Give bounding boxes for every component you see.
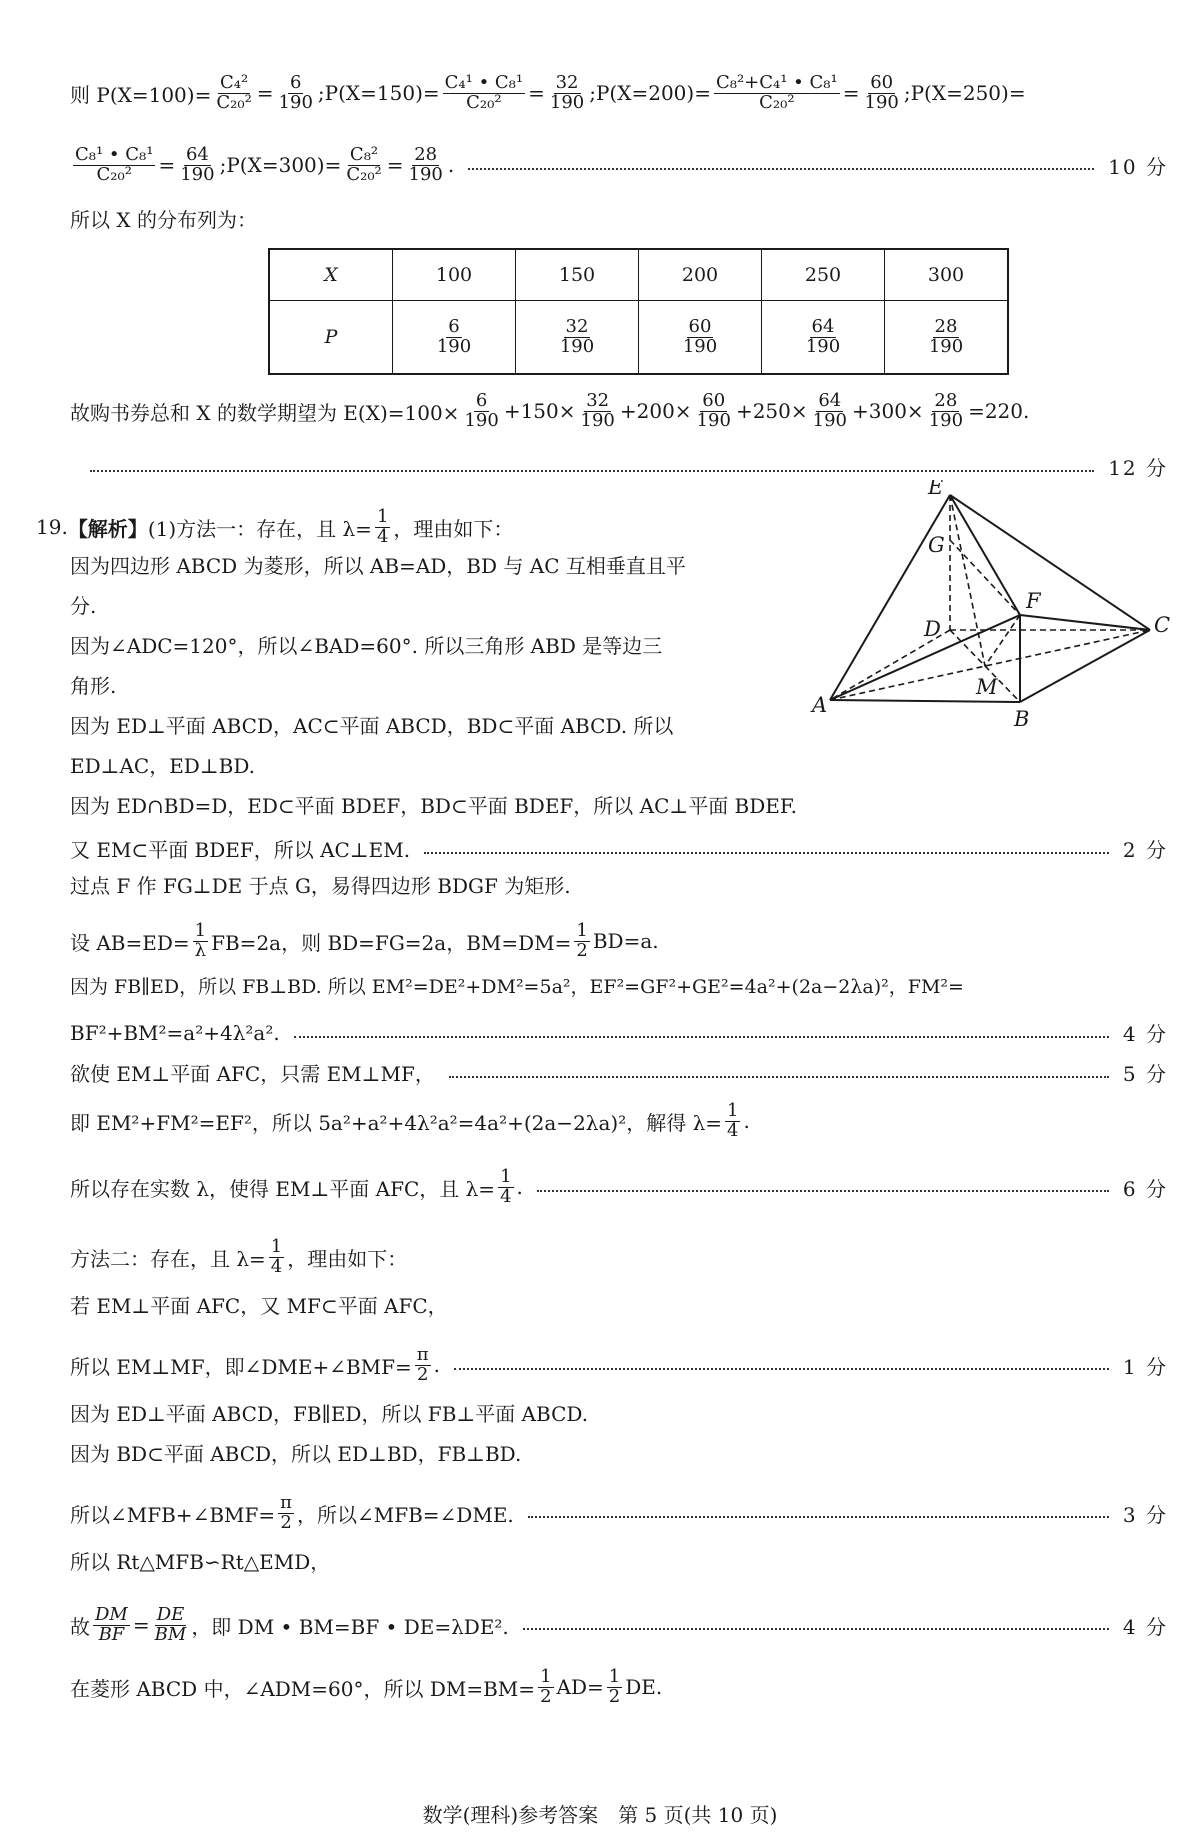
pyramid-figure <box>800 480 1180 730</box>
fraction <box>415 1346 431 1385</box>
table-row <box>269 301 1008 375</box>
fraction <box>278 1494 294 1533</box>
page-footer: 数学(理科)参考答案 第 5 页(共 10 页) <box>422 1803 778 1827</box>
numerator: 6 <box>448 315 460 337</box>
numerator: 60 <box>702 390 726 411</box>
numerator: C₄² <box>219 72 249 93</box>
denominator: 190 <box>580 409 615 431</box>
m1-line-2: 分. <box>70 594 97 618</box>
numerator: π <box>416 1344 429 1365</box>
dot-leader <box>294 1036 1109 1038</box>
fraction <box>375 508 390 547</box>
text: = <box>842 81 860 106</box>
fraction <box>498 1168 513 1207</box>
numerator: 1 <box>608 1666 621 1687</box>
text: BF²+BM²=a²+4λ²a². <box>70 1020 280 1045</box>
dot-leader <box>537 1190 1109 1192</box>
denominator: 2 <box>416 1363 429 1385</box>
text: 故购书券总和 X 的数学期望为 E(X)=100× <box>70 400 460 425</box>
text: BD=a. <box>592 929 659 954</box>
dot-leader <box>528 1516 1109 1518</box>
text: . <box>447 153 455 178</box>
numerator: 32 <box>555 72 579 93</box>
table-cell <box>762 301 885 375</box>
text: = <box>528 81 545 106</box>
text: +300× <box>852 399 924 424</box>
text: +250× <box>735 399 808 424</box>
denominator: 4 <box>500 1185 512 1207</box>
fraction <box>927 315 965 357</box>
numerator: 1 <box>540 1666 552 1687</box>
fraction <box>574 922 589 961</box>
fraction <box>863 74 901 113</box>
label-m: M <box>976 675 998 699</box>
fraction <box>443 74 525 113</box>
table-cell: 150 <box>516 249 639 301</box>
text: =220. <box>968 399 1030 424</box>
denominator: C₂₀² <box>96 163 132 185</box>
table-cell <box>639 301 762 375</box>
denominator: BF <box>98 1623 125 1645</box>
numerator: 28 <box>414 144 438 165</box>
numerator: DM <box>95 1604 128 1625</box>
fraction <box>462 392 500 431</box>
m1-line-15 <box>70 1168 1168 1207</box>
distribution-table <box>268 248 1009 375</box>
denominator: 190 <box>408 163 443 185</box>
fraction <box>714 74 840 113</box>
edge-ab <box>830 700 1020 702</box>
text: 即 EM²+FM²=EF²，所以 5a²+a²+4λ²a²=4a²+(2a−2λa)²，解得 λ= <box>70 1110 723 1135</box>
denominator: 4 <box>727 1119 739 1141</box>
text: ;P(X=250)= <box>903 81 1026 106</box>
numerator: DE <box>156 1604 185 1625</box>
text: 所以存在实数 λ，使得 EM⊥平面 AFC，且 λ= <box>70 1176 496 1201</box>
denominator: 190 <box>864 91 899 113</box>
m1-line-3: 因为∠ADC=120°，所以∠BAD=60°. 所以三角形 ABD 是等边三 <box>70 634 663 658</box>
m1-line-9: 过点 F 作 FG⊥DE 于点 G，易得四边形 BDGF 为矩形. <box>70 874 571 898</box>
denominator: 4 <box>270 1255 283 1277</box>
score-label: 10 分 <box>1108 154 1168 179</box>
numerator: 6 <box>475 390 488 411</box>
text: ;P(X=300)= <box>219 153 342 178</box>
text: . <box>743 1109 750 1134</box>
fraction <box>344 146 383 185</box>
text: ，理由如下： <box>287 1246 408 1271</box>
denominator: 190 <box>278 91 313 113</box>
expectation-line <box>70 392 1029 431</box>
score-label: 5 分 <box>1122 1062 1168 1086</box>
table-cell <box>516 301 639 375</box>
table-cell: 300 <box>885 249 1009 301</box>
m1-line-1: 因为四边形 ABCD 为菱形，所以 AB=AD，BD 与 AC 互相垂直且平 <box>70 554 686 578</box>
denominator: 4 <box>376 525 389 547</box>
m2-line-2 <box>70 1346 1168 1385</box>
denominator: 190 <box>180 163 215 185</box>
text: AD= <box>556 1675 604 1700</box>
m1-line-8 <box>70 834 1168 863</box>
m1-line-10 <box>70 922 659 961</box>
denominator: 2 <box>576 939 588 961</box>
fraction <box>407 146 445 185</box>
text: +150× <box>503 399 576 424</box>
fraction <box>695 392 733 431</box>
text: ;P(X=150)= <box>317 81 440 106</box>
denominator: 190 <box>696 409 731 431</box>
edge-bc <box>1020 630 1150 702</box>
denominator: 190 <box>436 335 472 357</box>
fraction <box>214 74 253 113</box>
text: 则 P(X=100)= <box>70 82 212 107</box>
label-b: B <box>1014 707 1030 730</box>
fraction <box>538 1668 553 1707</box>
edge-ec <box>950 495 1150 630</box>
edge-gf <box>950 540 1020 615</box>
text: (1)方法一：存在，且 λ= <box>147 516 372 541</box>
score-label: 4 分 <box>1122 1614 1168 1639</box>
table-header-x: X <box>269 249 393 301</box>
denominator: 190 <box>464 409 499 431</box>
label-f: F <box>1026 589 1041 613</box>
fraction <box>435 315 473 357</box>
m2-line-1: 若 EM⊥平面 AFC，又 MF⊂平面 AFC， <box>70 1294 448 1318</box>
fraction <box>558 315 596 357</box>
numerator: 32 <box>565 315 589 337</box>
numerator: 1 <box>194 920 207 941</box>
text: 所以∠MFB+∠BMF= <box>70 1502 276 1527</box>
score-label: 6 分 <box>1122 1176 1168 1201</box>
edge-em <box>950 495 985 666</box>
fraction <box>548 74 586 113</box>
edge-ef <box>950 495 1020 615</box>
text: 在菱形 ABCD 中，∠ADM=60°，所以 DM=BM= <box>70 1676 536 1701</box>
text: ，理由如下： <box>393 516 514 541</box>
fraction <box>725 1102 740 1141</box>
table-row <box>269 249 1008 301</box>
fraction <box>607 1668 622 1707</box>
m1-line-11: 因为 FB∥ED，所以 FB⊥BD. 所以 EM²=DE²+DM²=5a²，EF²=GF²+GE²=4a²+(2a−2λa)²，FM²= <box>70 976 964 998</box>
text: ，所以∠MFB=∠DME. <box>296 1502 514 1527</box>
denominator: 2 <box>540 1685 552 1707</box>
numerator: 1 <box>727 1100 739 1121</box>
denominator: 190 <box>682 335 718 357</box>
denominator: 2 <box>280 1511 292 1533</box>
text: DE. <box>625 1675 663 1700</box>
numerator: 64 <box>185 144 209 165</box>
table-cell <box>393 301 516 375</box>
fraction <box>93 1606 130 1645</box>
m2-line-3: 因为 ED⊥平面 ABCD，FB∥ED，所以 FB⊥平面 ABCD. <box>70 1402 589 1426</box>
denominator: λ <box>194 939 207 961</box>
text: = <box>158 153 176 178</box>
dot-leader <box>449 1076 1109 1078</box>
dot-leader <box>523 1628 1109 1630</box>
prob-line-1 <box>70 74 1168 113</box>
table-cell: 100 <box>393 249 516 301</box>
m2-line-5 <box>70 1494 1168 1533</box>
text: 故 <box>70 1614 90 1639</box>
denominator: 190 <box>559 335 595 357</box>
m1-line-14 <box>70 1102 750 1141</box>
denominator: 190 <box>928 335 964 357</box>
fraction <box>277 74 315 113</box>
m2-line-8 <box>70 1668 662 1707</box>
numerator: π <box>280 1492 292 1513</box>
fraction <box>681 315 719 357</box>
numerator: 64 <box>811 315 835 337</box>
text: . <box>516 1175 523 1200</box>
fraction <box>193 922 208 961</box>
fraction <box>927 392 965 431</box>
m1-line-6: ED⊥AC，ED⊥BD. <box>70 754 256 778</box>
numerator: 1 <box>376 506 389 527</box>
table-header-p: P <box>269 301 393 375</box>
denominator: C₂₀² <box>346 163 382 185</box>
fraction <box>804 315 842 357</box>
score-label: 1 分 <box>1122 1354 1168 1379</box>
numerator: 28 <box>934 315 958 337</box>
text: ，即 DM • BM=BF • DE=λDE². <box>191 1614 509 1639</box>
m2-line-7 <box>70 1606 1168 1645</box>
prob-line-2 <box>70 146 1168 185</box>
score-label: 2 分 <box>1122 838 1168 862</box>
m2-line-4: 因为 BD⊂平面 ABCD，所以 ED⊥BD，FB⊥BD. <box>70 1442 522 1466</box>
label-e: E <box>928 480 944 499</box>
text: FB=2a，则 BD=FG=2a，BM=DM= <box>211 930 572 955</box>
numerator: 6 <box>290 72 302 93</box>
edge-ea <box>830 495 950 700</box>
numerator: C₄¹ • C₈¹ <box>444 72 524 93</box>
numerator: 1 <box>576 920 588 941</box>
fraction <box>178 146 216 185</box>
numerator: C₈² <box>349 144 379 165</box>
m1-line-5: 因为 ED⊥平面 ABCD，AC⊂平面 ABCD，BD⊂平面 ABCD. 所以 <box>70 714 674 738</box>
expectation-score-line <box>90 452 1168 481</box>
m1-line-7: 因为 ED∩BD=D，ED⊂平面 BDEF，BD⊂平面 BDEF，所以 AC⊥平面 BDEF. <box>70 794 798 818</box>
text: . <box>433 1353 440 1378</box>
label-g: G <box>928 533 945 557</box>
numerator: 60 <box>688 315 712 337</box>
label-d: D <box>924 617 941 641</box>
score-label: 3 分 <box>1122 1502 1168 1527</box>
text: ;P(X=200)= <box>589 81 711 106</box>
dot-leader <box>468 168 1094 170</box>
denominator: 190 <box>805 335 841 357</box>
table-cell: 250 <box>762 249 885 301</box>
text: = <box>132 1613 150 1638</box>
score-label: 12 分 <box>1108 456 1168 480</box>
m1-line-13 <box>70 1058 1168 1087</box>
text: +200× <box>619 399 692 424</box>
fraction <box>73 146 155 185</box>
numerator: 28 <box>934 390 958 411</box>
text: = <box>386 153 404 178</box>
denominator: BM <box>154 1623 187 1645</box>
dot-leader <box>90 470 1094 472</box>
denominator: 190 <box>812 409 847 431</box>
label-a: A <box>812 693 828 717</box>
dist-intro: 所以 X 的分布列为： <box>70 208 257 232</box>
text: 又 EM⊂平面 BDEF，所以 AC⊥EM. <box>70 838 411 862</box>
numerator: 1 <box>500 1166 512 1187</box>
label-c: C <box>1154 613 1171 637</box>
dot-leader <box>454 1368 1109 1370</box>
denominator: C₂₀² <box>466 91 502 113</box>
fraction <box>579 392 617 431</box>
text: 所以 EM⊥MF，即∠DME+∠BMF= <box>70 1354 412 1379</box>
numerator: 32 <box>586 390 610 411</box>
question-number: 19. <box>36 515 68 540</box>
denominator: 190 <box>549 91 585 113</box>
denominator: 190 <box>928 409 964 431</box>
m1-line-12 <box>70 1018 1168 1047</box>
table-cell: 200 <box>639 249 762 301</box>
q19-header <box>36 508 513 547</box>
fraction <box>269 1238 284 1277</box>
fraction <box>811 392 849 431</box>
m2-header <box>70 1238 407 1277</box>
numerator: C₈²+C₄¹ • C₈¹ <box>715 72 838 93</box>
numerator: 60 <box>870 72 894 93</box>
score-label: 4 分 <box>1122 1022 1168 1046</box>
text: 设 AB=ED= <box>70 930 190 955</box>
numerator: C₈¹ • C₈¹ <box>75 144 154 165</box>
m1-line-4: 角形. <box>70 674 117 698</box>
text: = <box>256 81 274 106</box>
dot-leader <box>424 852 1109 854</box>
table-cell <box>885 301 1009 375</box>
numerator: 64 <box>818 390 842 411</box>
analysis-tag: 【解析】 <box>67 516 148 541</box>
denominator: 2 <box>608 1685 621 1707</box>
m2-line-6: 所以 Rt△MFB∽Rt△EMD， <box>70 1550 331 1574</box>
denominator: C₂₀² <box>216 91 252 113</box>
fraction <box>153 1606 189 1645</box>
text: 方法二：存在，且 λ= <box>70 1246 266 1271</box>
text: 欲使 EM⊥平面 AFC，只需 EM⊥MF， <box>70 1062 435 1086</box>
numerator: 1 <box>270 1236 283 1257</box>
denominator: C₂₀² <box>759 91 795 113</box>
